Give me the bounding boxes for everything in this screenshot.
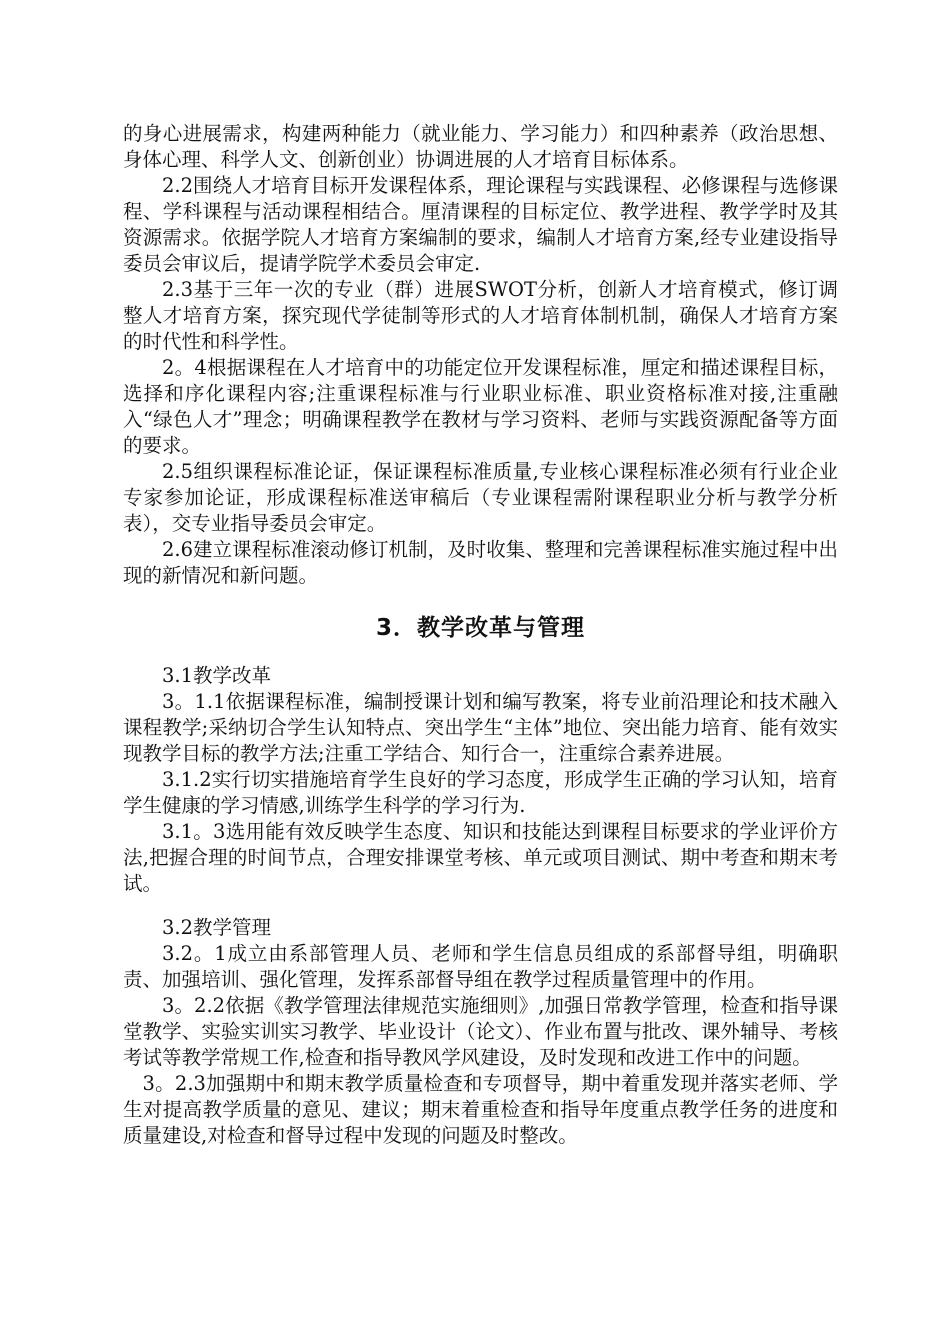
document-page xyxy=(123,121,838,1149)
subsection-3-1-heading: 3.1教学改革 xyxy=(162,664,272,687)
paragraph-3-1-2: 3.1.2实行切实措施培育学生良好的学习态度，形成学生正确的学习认知，培育学生健康的学习情感,训练学生科学的学习行为. xyxy=(123,768,838,817)
paragraph-3-1-1: 3。1.1依据课程标准，编制授课计划和编写教案，将专业前沿理论和技术融入课程教学;采纳切合学生认知特点、突出学生“主体”地位、突出能力培育、能有效实现教学目标的教学方法;注重工学结合、知行合一，注重综合素养进展。 xyxy=(123,690,838,765)
paragraph-continuation: 的身心进展需求，构建两种能力（就业能力、学习能力）和四种素养（政治思想、身体心理、科学人文、创新创业）协调进展的人才培育目标体系。 xyxy=(123,122,838,171)
section-3-heading: 3．教学改革与管理 xyxy=(375,615,585,641)
paragraph-3-1-3: 3.1。3选用能有效反映学生态度、知识和技能达到课程目标要求的学业评价方法,把握合理的时间节点，合理安排课堂考核、单元或项目测试、期中考查和期末考试。 xyxy=(123,820,838,895)
paragraph-2-5: 2.5组织课程标准论证，保证课程标准质量,专业核心课程标准必须有行业企业专家参加论证，形成课程标准送审稿后（专业课程需附课程职业分析与教学分析表），交专业指导委员会审定。 xyxy=(123,460,838,535)
paragraph-3-2-1: 3.2。1成立由系部管理人员、老师和学生信息员组成的系部督导组，明确职责、加强培训、强化管理，发挥系部督导组在教学过程质量管理中的作用。 xyxy=(123,942,838,991)
paragraph-2-2: 2.2围绕人才培育目标开发课程体系，理论课程与实践课程、必修课程与选修课程、学科课程与活动课程相结合。厘清课程的目标定位、教学进程、教学学时及其资源需求。依据学院人才培育方案编制的要求，编制人才培育方案,经专业建设指导委员会审议后，提请学院学术委员会审定. xyxy=(123,174,838,275)
paragraph-3-2-3: 3。2.3加强期中和期末教学质量检查和专项督导，期中着重发现并落实老师、学生对提高教学质量的意见、建议；期末着重检查和指导年度重点教学任务的进度和质量建设,对检查和督导过程中发现的问题及时整改。 xyxy=(123,1072,838,1147)
paragraph-3-2-2: 3。2.2依据《教学管理法律规范实施细则》,加强日常教学管理，检查和指导课堂教学、实验实训实习教学、毕业设计（论文）、作业布置与批改、课外辅导、考核考试等教学常规工作,检查和指导教风学风建设，及时发现和改进工作中的问题。 xyxy=(123,994,838,1069)
paragraph-2-4: 2。4根据课程在人才培育中的功能定位开发课程标准，厘定和描述课程目标，选择和序化课程内容;注重课程标准与行业职业标准、职业资格标准对接,注重融入“绿色人才”理念；明确课程教学在教材与学习资料、老师与实践资源配备等方面的要求。 xyxy=(123,356,838,457)
subsection-3-2-heading: 3.2教学管理 xyxy=(162,916,272,939)
paragraph-2-3: 2.3基于三年一次的专业（群）进展SWOT分析，创新人才培育模式，修订调整人才培育方案，探究现代学徒制等形式的人才培育体制机制，确保人才培育方案的时代性和科学性。 xyxy=(123,278,838,353)
paragraph-2-6: 2.6建立课程标准滚动修订机制，及时收集、整理和完善课程标准实施过程中出现的新情况和新问题。 xyxy=(123,538,838,587)
